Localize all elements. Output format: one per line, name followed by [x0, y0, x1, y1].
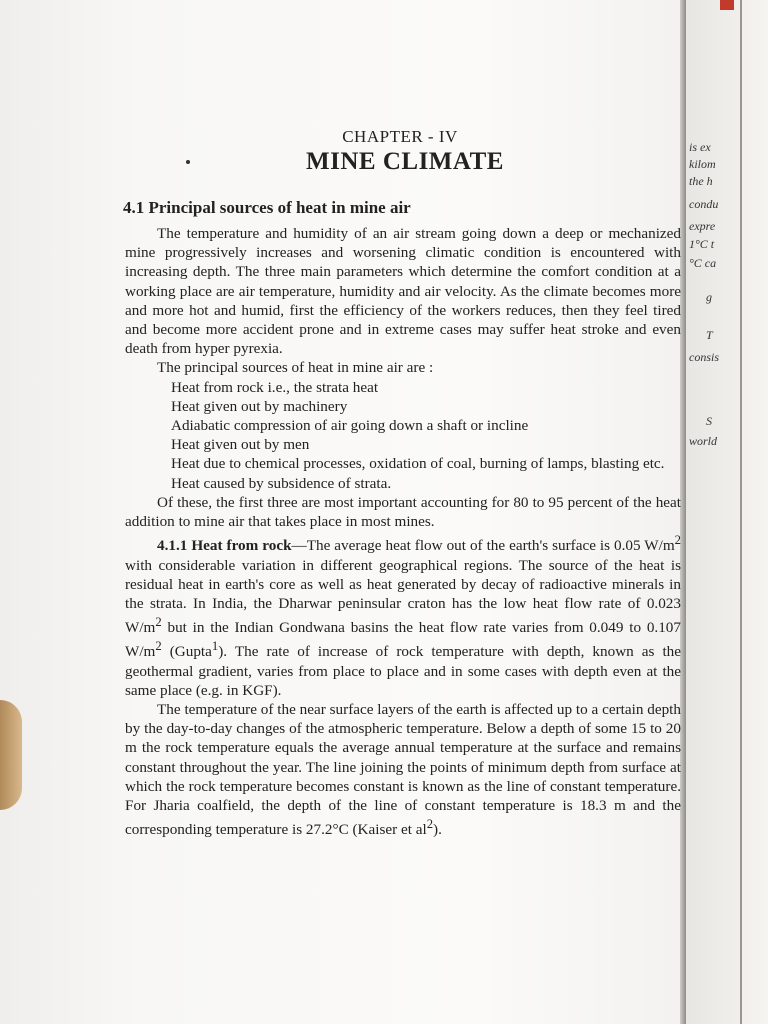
- margin-fragment: 1°C t: [689, 237, 715, 251]
- text-run: with considerable variation in different geographical regions. The source of the heat is residual heat in earth's core as well as heat generated by decay of radioactive minerals in the strata. In India, the Dharwar peninsular craton has the low heat flow rate of 0.023 W/m: [125, 556, 681, 637]
- list-item: Heat given out by men: [171, 436, 310, 454]
- margin-fragment: kilom: [689, 157, 716, 171]
- list-item: Heat due to chemical processes, oxidation of coal, burning of lamps, blasting etc.: [171, 455, 665, 473]
- superscript: 2: [674, 533, 681, 548]
- paragraph-constant-temperature: [125, 700, 681, 839]
- margin-fragment: °C ca: [689, 256, 717, 270]
- text-run: but in the Indian Gondwana basins the heat flow rate varies from 0.049 to 0.107 W/m: [125, 619, 681, 661]
- citation-superscript: 1: [211, 639, 219, 654]
- text-run: The temperature of the near surface layers of the earth is affected up to a certain depth by the day-to-day changes of the atmospheric temperature. Below a depth of some 15 to 20 m the rock temperature equals the average annual temperature at the surface and remains constant throughout the year. The line joining the points of minimum depth from surface at which the rock temperature becomes constant is known as the line of constant temperature. For Jharia coalfield, the depth of the line of constant temperature is 18.3 m and the corresponding temperature is 27.2°C (Kaiser et al: [125, 701, 681, 839]
- heat-sources-list: [125, 378, 681, 493]
- margin-fragment: the h: [689, 174, 713, 188]
- margin-fragment: g: [706, 290, 712, 304]
- list-item: Adiabatic compression of air going down a shaft or incline: [171, 417, 529, 435]
- margin-fragment: T: [706, 328, 713, 342]
- thumb-at-edge: [0, 700, 22, 810]
- section-heading: 4.1 Principal sources of heat in mine air: [123, 198, 411, 217]
- margin-fragment: consis: [689, 350, 719, 364]
- page-body: [125, 224, 681, 840]
- margin-fragment: is ex: [689, 140, 711, 154]
- text-run: ).: [433, 821, 442, 839]
- list-item: Heat caused by subsidence of strata.: [171, 474, 392, 492]
- chapter-label: CHAPTER - IV: [342, 127, 458, 146]
- paragraph-importance: Of these, the first three are most important accounting for 80 to 95 percent of the heat addition to mine air that takes place in most mines.: [125, 493, 681, 531]
- paragraph-heat-from-rock: [125, 531, 681, 700]
- text-run: —The average heat flow out of the earth's surface is 0.05 W/m: [291, 537, 675, 555]
- list-item: Heat given out by machinery: [171, 397, 348, 415]
- superscript: 2: [155, 639, 162, 654]
- sources-intro: The principal sources of heat in mine air are :: [157, 359, 434, 377]
- text-run: (Gupta: [161, 643, 212, 661]
- chapter-title: MINE CLIMATE: [306, 148, 504, 175]
- margin-fragment: expre: [689, 219, 716, 233]
- superscript: 2: [155, 615, 162, 630]
- paragraph-intro: The temperature and humidity of an air stream going down a deep or mechanized mine progressively increases and worsening climatic condition is encountered with increasing depth. The three main parameters which determine the comfort condition at a working place are air temperature, humidity and air velocity. As the climate becomes more and more hot and humid, first the efficiency of the workers reduces, then they feel tired and become more accident prone and in extreme cases may suffer heat stroke and even death from hyper pyrexia.: [125, 225, 681, 358]
- subsection-heading: 4.1.1 Heat from rock: [157, 537, 292, 555]
- citation-superscript: 2: [426, 817, 434, 832]
- margin-fragment: world: [689, 434, 718, 448]
- red-corner-mark: [720, 0, 734, 10]
- list-item: Heat from rock i.e., the strata heat: [171, 378, 379, 396]
- margin-fragment: S: [706, 414, 712, 428]
- text-run: ). The rate of increase of rock temperature with depth, known as the geothermal gradient, varies from place to place and in some cases with depth even at the same place (e.g. in KGF).: [125, 643, 681, 699]
- margin-fragment: condu: [689, 197, 719, 211]
